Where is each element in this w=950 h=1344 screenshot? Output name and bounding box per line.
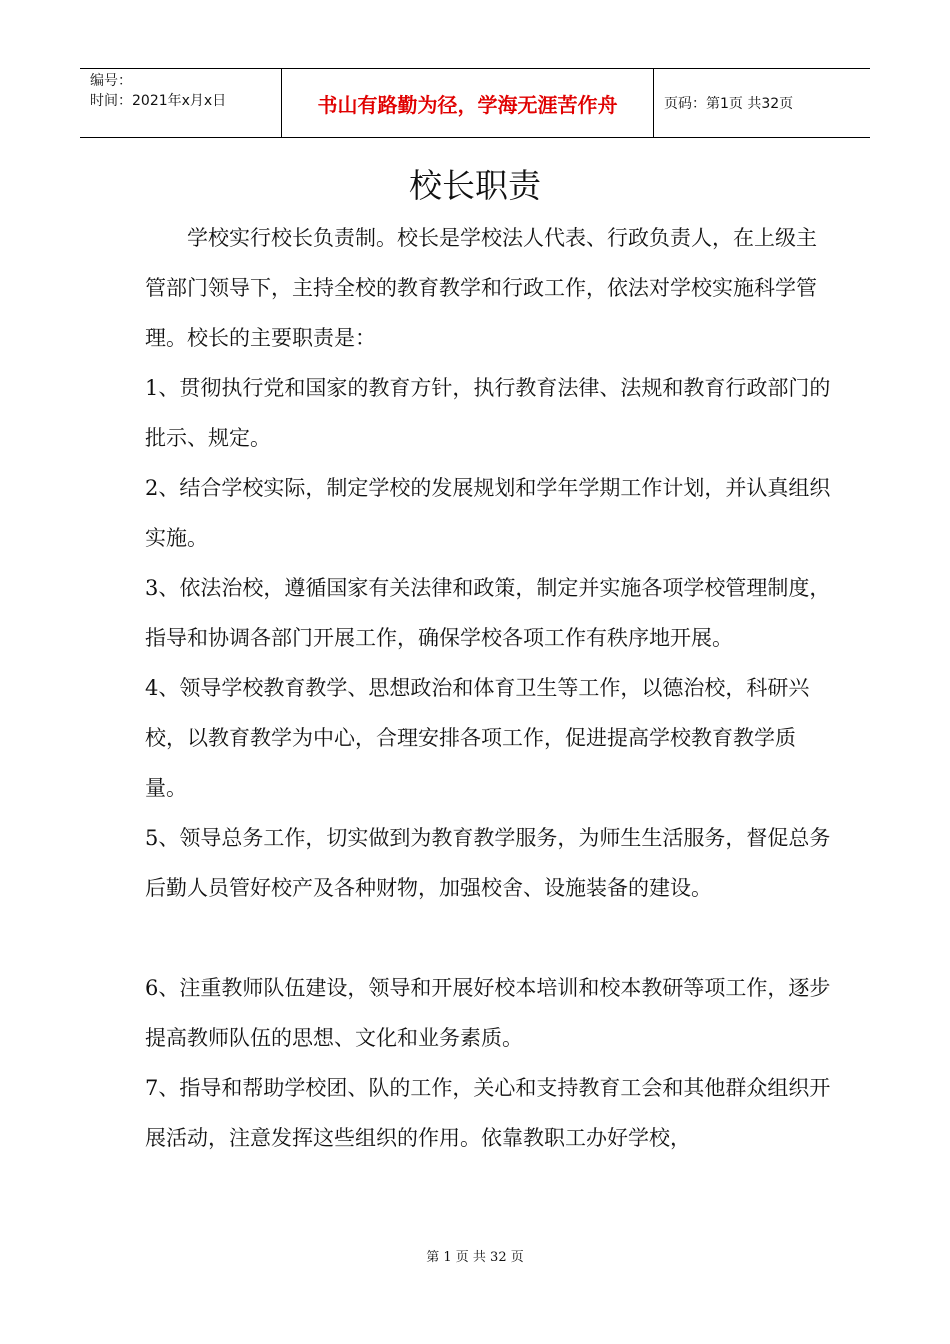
duty-item-5: 5、领导总务工作，切实做到为教育教学服务，为师生生活服务，督促总务后勤人员管好校产及各种财物，加强校舍、设施装备的建设。: [145, 826, 831, 900]
document-number-label: 编号：: [90, 73, 132, 89]
duty-item-4: 4、领导学校教育教学、思想政治和体育卫生等工作，以德治校，科研兴校，以教育教学为中心，合理安排各项工作，促进提高学校教育教学质量。: [145, 676, 810, 800]
paragraph-gap: [145, 913, 835, 963]
duty-item-3: 3、依法治校，遵循国家有关法律和政策，制定并实施各项学校管理制度，指导和协调各部门开展工作，确保学校各项工作有秩序地开展。: [145, 576, 831, 650]
duty-item-7: 7、指导和帮助学校团、队的工作，关心和支持教育工会和其他群众组织开展活动，注意发挥这些组织的作用。依靠教职工办好学校，: [145, 1076, 831, 1150]
duty-item-1: 1、贯彻执行党和国家的教育方针，执行教育法律、法规和教育行政部门的批示、规定。: [145, 376, 831, 450]
duty-item-6: 6、注重教师队伍建设，领导和开展好校本培训和校本教研等项工作，逐步提高教师队伍的思想、文化和业务素质。: [145, 976, 831, 1050]
document-title: 校长职责: [409, 166, 541, 205]
duty-item-2: 2、结合学校实际，制定学校的发展规划和学年学期工作计划，并认真组织实施。: [145, 476, 831, 550]
header-motto: 书山有路勤为径，学海无涯苦作舟: [282, 69, 654, 137]
page-header: [80, 68, 870, 138]
page-footer: 第 1 页 共 32 页: [426, 1250, 524, 1265]
header-meta: [80, 69, 282, 137]
intro-paragraph: 学校实行校长负责制。校长是学校法人代表、行政负责人，在上级主管部门领导下，主持全校的教育教学和行政工作，依法对学校实施科学管理。校长的主要职责是：: [145, 226, 817, 350]
document-body: [145, 213, 835, 1163]
document-time-label: 时间：2021年x月x日: [90, 93, 227, 109]
header-page-info: 页码：第1页 共32页: [664, 96, 794, 112]
